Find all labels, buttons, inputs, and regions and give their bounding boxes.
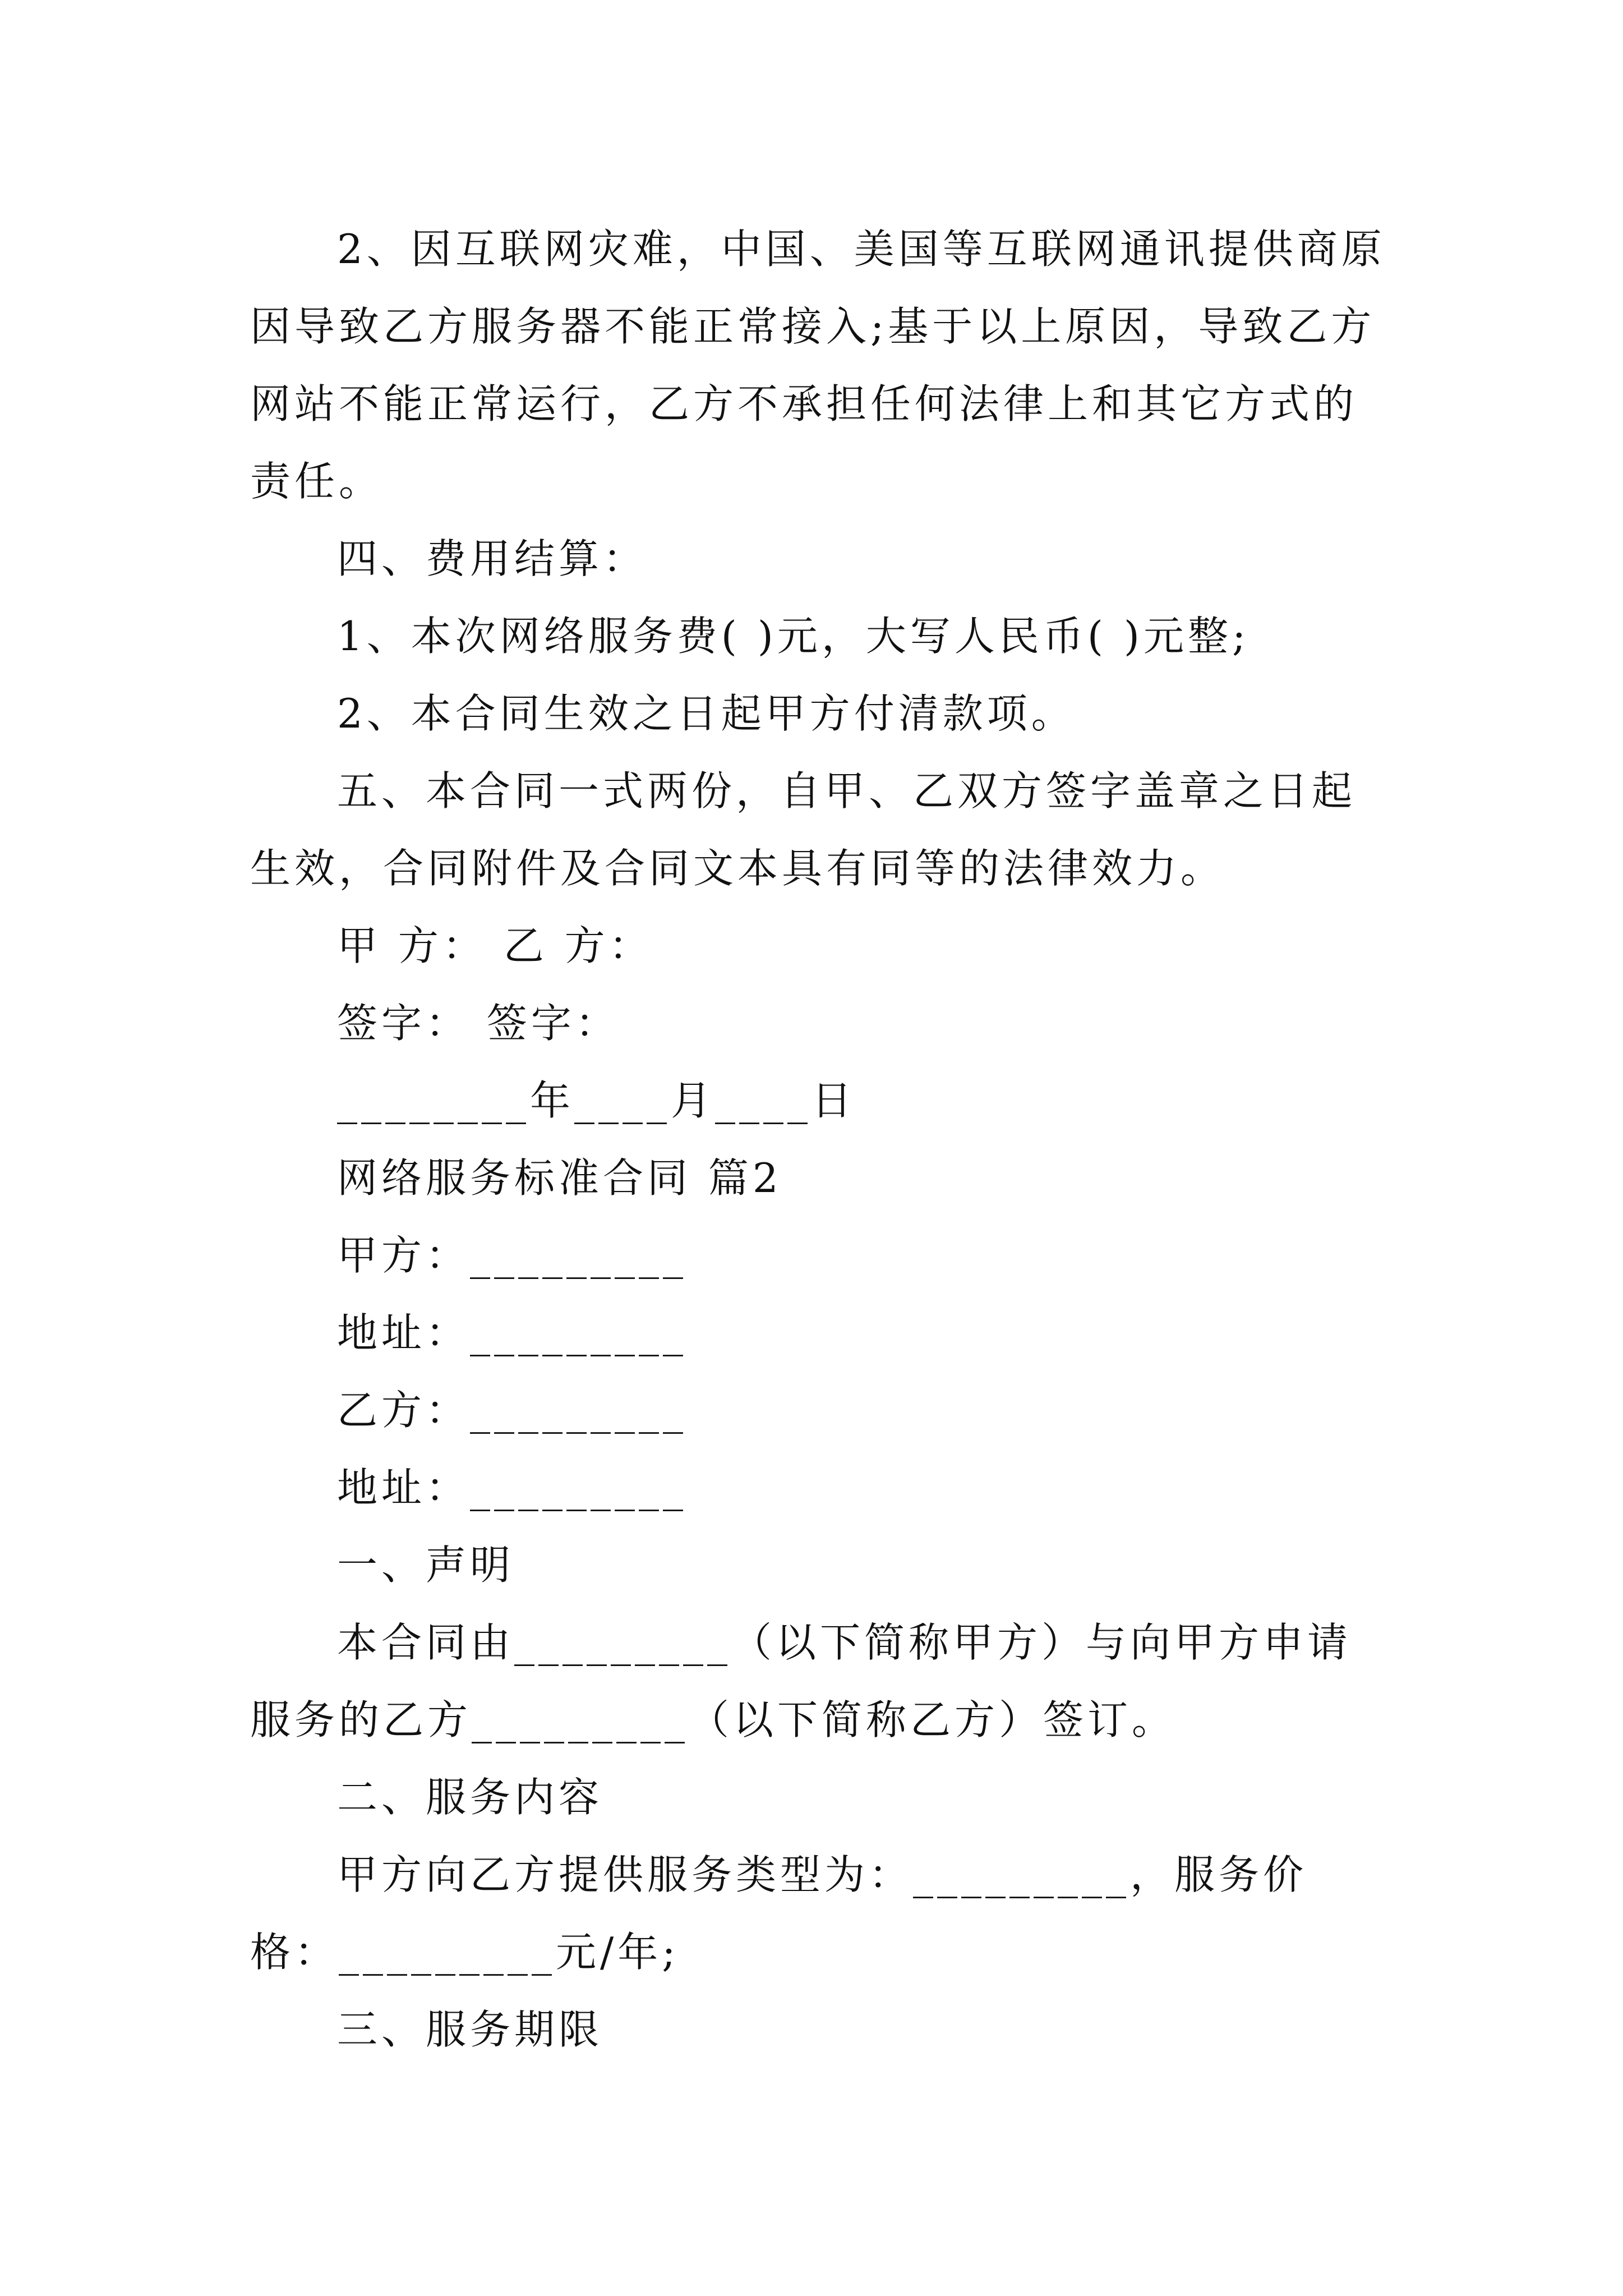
signature-sign-line: 签字： 签字：	[337, 1000, 620, 1047]
document-body	[250, 210, 1394, 2068]
party-b-field: 乙方：_________	[337, 1387, 688, 1434]
section-heading-fee-settlement: 四、费用结算：	[337, 535, 648, 582]
section-heading-declaration: 一、声明	[337, 1542, 515, 1589]
paragraph-declaration: 本合同由_________（以下简称甲方）与向甲方申请服务的乙方_________（以下简称乙方）签订。	[250, 1619, 1352, 1743]
paragraph-payment-timing: 2、本合同生效之日起甲方付清款项。	[337, 690, 1076, 737]
contract-title-part-2: 网络服务标准合同 篇2	[337, 1154, 782, 1202]
signature-date-line: ________年____月____日	[337, 1077, 856, 1124]
paragraph-fee-amount: 1、本次网络服务费( )元，大写人民币( )元整;	[337, 613, 1250, 660]
paragraph-service-type-price: 甲方向乙方提供服务类型为：_________，服务价格：_________元/年;	[250, 1851, 1308, 1976]
party-b-address-field: 地址：_________	[337, 1464, 688, 1511]
section-heading-service-term: 三、服务期限	[337, 2006, 603, 2053]
party-a-address-field: 地址：_________	[337, 1309, 688, 1356]
paragraph-force-majeure-2: 2、因互联网灾难，中国、美国等互联网通讯提供商原因导致乙方服务器不能正常接入;基于以上原因，导致乙方网站不能正常运行，乙方不承担任何法律上和其它方式的责任。	[250, 226, 1386, 505]
paragraph-contract-effect: 五、本合同一式两份，自甲、乙双方签字盖章之日起生效，合同附件及合同文本具有同等的法律效力。	[250, 767, 1357, 892]
party-a-field: 甲方：_________	[337, 1232, 688, 1279]
signature-parties-line: 甲 方： 乙 方：	[337, 922, 653, 969]
section-heading-service-content: 二、服务内容	[337, 1774, 603, 1821]
